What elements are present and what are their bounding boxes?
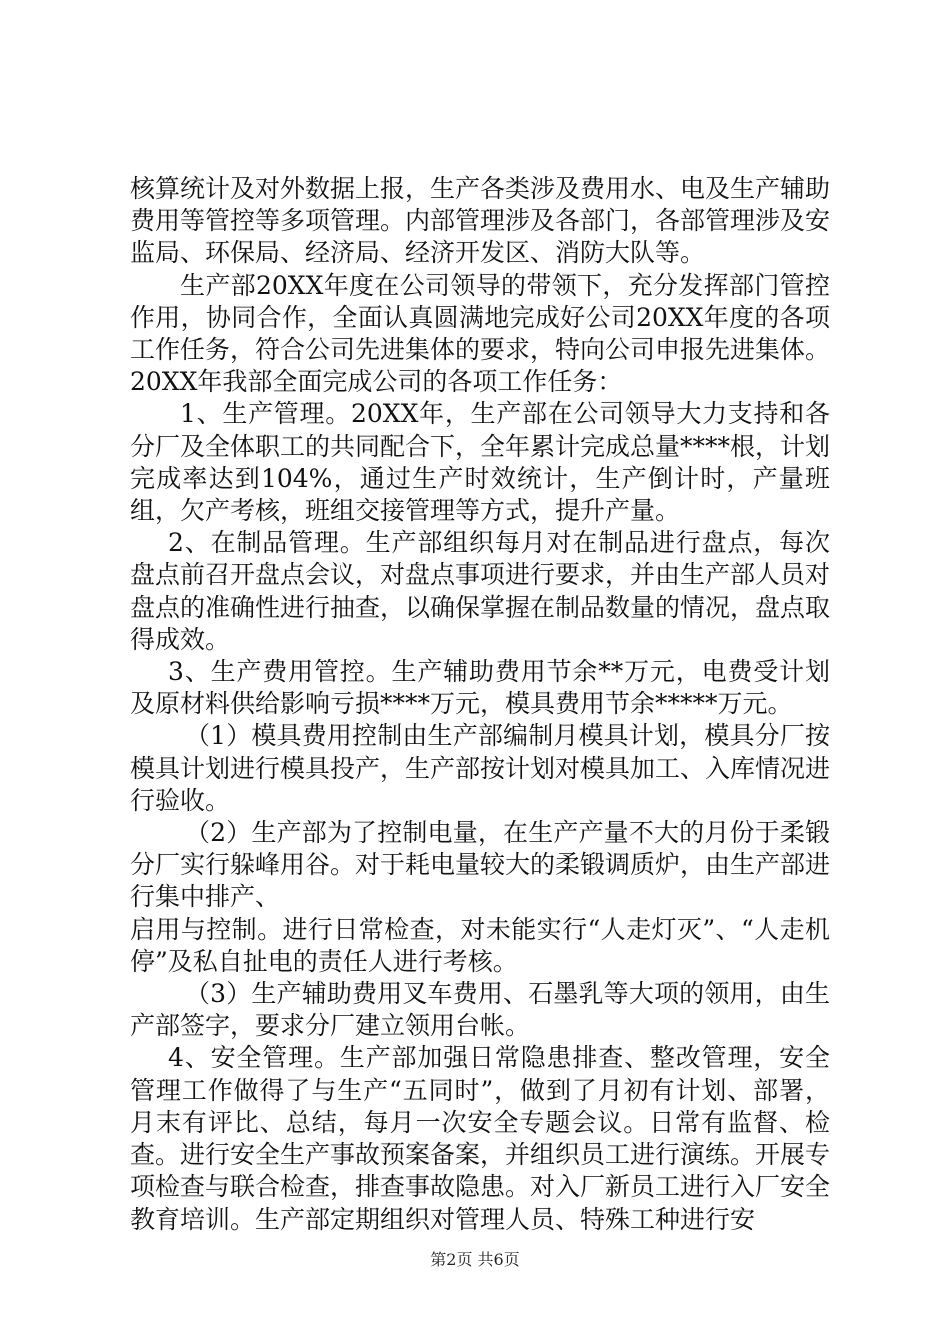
paragraph-annual-summary: 生产部20XX年度在公司领导的带领下，充分发挥部门管控作用，协同合作，全面认真圆满地完成好公司20XX年度的各项工作任务，符合公司先进集体的要求，特向公司申报先进集体。20XX年我部全面完成公司的各项工作任务：: [130, 270, 831, 397]
paragraph-cost-control: 3、生产费用管控。生产辅助费用节余**万元，电费受计划及原材料供给影响亏损****万元，模具费用节余*****万元。: [130, 657, 830, 719]
paragraph-mold-cost: （1）模具费用控制由生产部编制月模具计划，模具分厂按模具计划进行模具投产，生产部按计划对模具加工、入库情况进行验收。: [130, 721, 831, 815]
paragraph-auxiliary-cost: （3）生产辅助费用叉车费用、石墨乳等大项的领用，由生产部签字，要求分厂建立领用台帐。: [130, 979, 830, 1041]
paragraph-wip-management: 2、在制品管理。生产部组织每月对在制品进行盘点，每次盘点前召开盘点会议，对盘点事项进行要求，并由生产部人员对盘点的准确性进行抽查，以确保掌握在制品数量的情况，盘点取得成效。: [130, 528, 831, 654]
paragraph-electricity-control: （2）生产部为了控制电量，在生产产量不大的月份于柔锻分厂实行躲峰用谷。对于耗电量较大的柔锻调质炉，由生产部进行集中排产、: [130, 818, 831, 912]
document-body: [130, 173, 830, 1236]
paragraph-electricity-inspection: 启用与控制。进行日常检查，对未能实行“人走灯灭”、“人走机停”及私自扯电的责任人进行考核。: [130, 914, 830, 976]
paragraph-safety-management: 4、安全管理。生产部加强日常隐患排查、整改管理，安全管理工作做得了与生产“五同时”，做到了月初有计划、部署，月末有评比、总结，每月一次安全专题会议。日常有监督、检查。进行安全生产事故预案备案，并组织员工进行演练。开展专项检查与联合检查，排查事故隐患。对入厂新员工进行入厂安全教育培训。生产部定期组织对管理人员、特殊工种进行安: [130, 1043, 831, 1234]
paragraph-production-management: 1、生产管理。20XX年，生产部在公司领导大力支持和各分厂及全体职工的共同配合下，全年累计完成总量****根，计划完成率达到104%，通过生产时效统计，生产倒计时，产量班组，欠产考核，班组交接管理等方式，提升产量。: [130, 399, 831, 526]
paragraph-management-scope: 核算统计及对外数据上报，生产各类涉及费用水、电及生产辅助费用等管控等多项管理。内部管理涉及各部门，各部管理涉及安监局、环保局、经济局、经济开发区、消防大队等。: [130, 174, 831, 268]
page-number-footer: 第2页 共6页: [430, 1250, 520, 1269]
